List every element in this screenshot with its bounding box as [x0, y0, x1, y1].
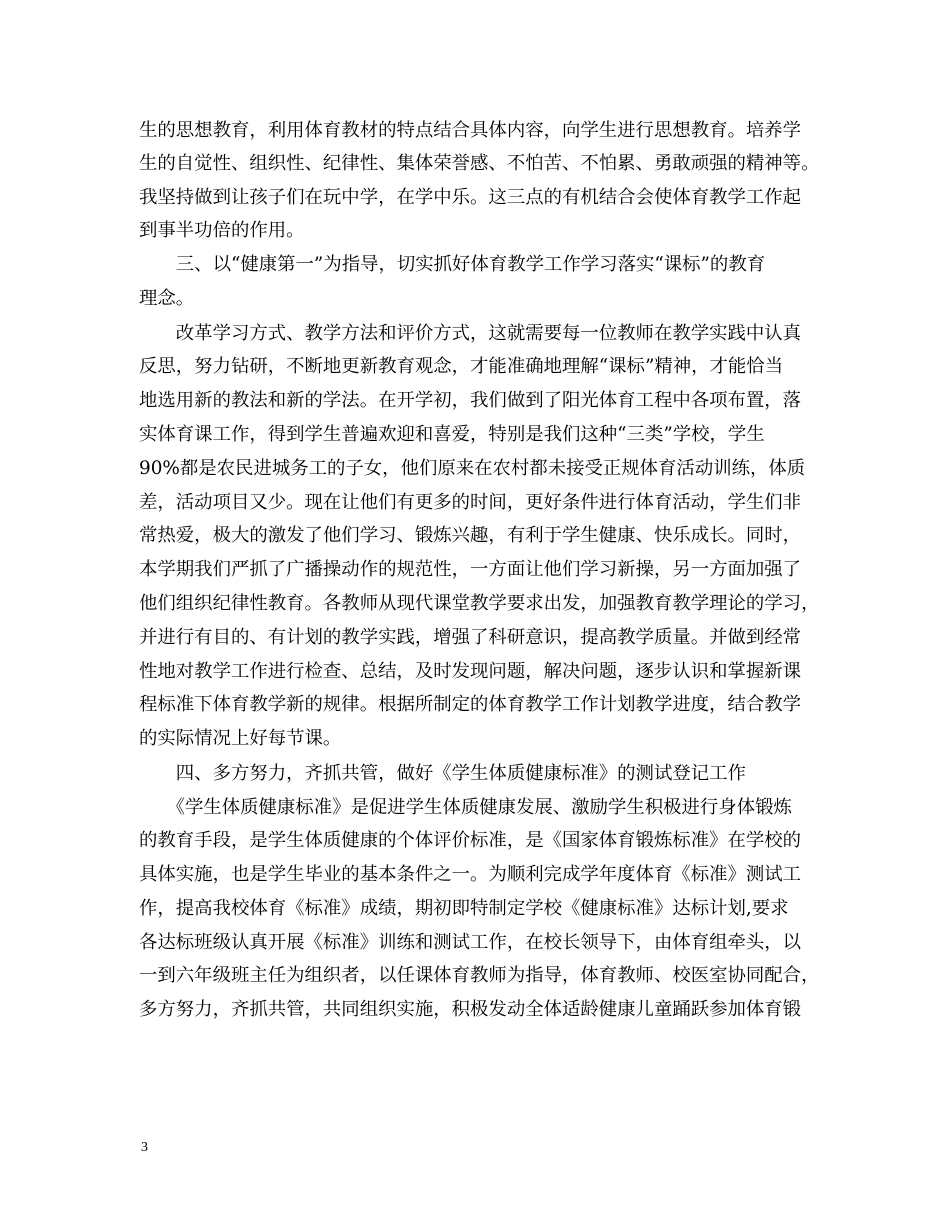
text-line: 反思，努力钻研，不断地更新教育观念，才能准确地理解“课标”精神，才能恰当	[139, 356, 784, 377]
text-line: 理念。	[139, 288, 195, 309]
text-line: 各达标班级认真开展《标准》训练和测试工作，在校长领导下，由体育组牵头，以	[139, 932, 802, 953]
text-line: 改革学习方式、教学方法和评价方式，这就需要每一位教师在教学实践中认真	[139, 323, 802, 344]
text-line: 具体实施，也是学生毕业的基本条件之一。为顺利完成学年度体育《标准》测试工	[139, 864, 802, 885]
text-line: 作，提高我校体育《标准》成绩，期初即特制定学校《健康标准》达标计划,要求	[139, 898, 789, 919]
section-heading-3: 三、以“健康第一”为指导，切实抓好体育教学工作学习落实“课标”的教育	[139, 254, 766, 275]
text-line: 生的思想教育，利用体育教材的特点结合具体内容，向学生进行思想教育。培养学	[139, 120, 802, 141]
text-line: 并进行有目的、有计划的教学实践，增强了科研意识，提高教学质量。并做到经常	[139, 627, 802, 648]
text-line: 的教育手段，是学生体质健康的个体评价标准，是《国家体育锻炼标准》在学校的	[139, 830, 802, 851]
text-line: 一到六年级班主任为组织者，以任课体育教师为指导，体育教师、校医室协同配合，	[139, 965, 820, 986]
text-line: 多方努力，齐抓共管，共同组织实施，积极发动全体适龄健康儿童踊跃参加体育锻	[139, 999, 802, 1020]
text-line: 他们组织纪律性教育。各教师从现代课堂教学要求出发，加强教育教学理论的学习，	[139, 593, 820, 614]
text-line: 我坚持做到让孩子们在玩中学，在学中乐。这三点的有机结合会使体育教学工作起	[139, 187, 802, 208]
section-heading-4: 四、多方努力，齐抓共管，做好《学生体质健康标准》的测试登记工作	[139, 763, 746, 784]
text-line: 实体育课工作，得到学生普遍欢迎和喜爱，特别是我们这种“三类”学校，学生	[139, 424, 765, 445]
text-line: 程标准下体育教学新的规律。根据所制定的体育教学工作计划教学进度，结合教学	[139, 694, 802, 715]
text-line: 生的自觉性、组织性、纪律性、集体荣誉感、不怕苦、不怕累、勇敢顽强的精神等。	[139, 153, 820, 174]
text-line: 地选用新的教法和新的学法。在开学初，我们做到了阳光体育工程中各项布置，落	[139, 390, 802, 411]
text-line: 90%都是农民进城务工的子女，他们原来在农村都未接受正规体育活动训练，体质	[139, 458, 806, 479]
text-line: 《学生体质健康标准》是促进学生体质健康发展、激励学生积极进行身体锻炼	[139, 797, 792, 818]
text-line: 的实际情况上好每节课。	[139, 728, 342, 749]
text-line: 差，活动项目又少。现在让他们有更多的时间，更好条件进行体育活动，学生们非	[139, 492, 802, 513]
text-line: 常热爱，极大的激发了他们学习、锻炼兴趣，有利于学生健康、快乐成长。同时，	[139, 525, 802, 546]
text-line: 本学期我们严抓了广播操动作的规范性，一方面让他们学习新操，另一方面加强了	[139, 559, 802, 580]
page-number: 3	[141, 1140, 148, 1155]
text-line: 性地对教学工作进行检查、总结，及时发现问题，解决问题，逐步认识和掌握新课	[139, 661, 802, 682]
text-line: 到事半功倍的作用。	[139, 220, 305, 241]
